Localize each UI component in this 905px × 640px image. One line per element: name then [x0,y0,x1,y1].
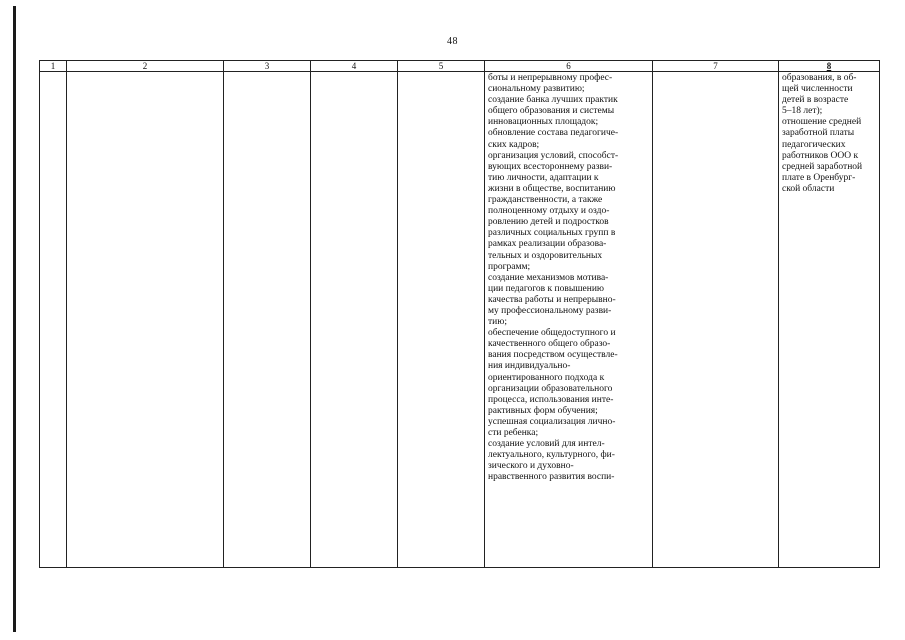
text-line: ния индивидуально- [488,361,571,372]
cell-col-6 [485,72,653,568]
cell-col-2 [67,72,224,568]
text-line: создание банка лучших практик [488,95,618,106]
text-line: общего образования и системы [488,106,615,117]
text-line: ской области [782,183,835,194]
table-row [40,72,880,568]
text-line: полноценному отдыху и оздо- [488,206,610,217]
text-line: заработной платы [782,128,855,139]
text-line: зического и духовно- [488,461,574,472]
text-line: обеспечение общедоступного и [488,328,616,339]
text-line: отношение средней [782,117,862,128]
text-line: организация условий, способст- [488,150,619,161]
column-header-5: 5 [398,61,485,72]
text-line: программ; [488,261,531,272]
text-line: жизни в обществе, воспитанию [488,183,616,194]
column-header-1: 1 [40,61,67,72]
program-table [39,60,880,568]
text-line: работников ООО к [782,150,859,161]
text-line: лектуального, культурного, фи- [488,450,615,461]
column-header-2: 2 [67,61,224,72]
text-line: плате в Оренбург- [782,172,856,183]
column-header-6: 6 [485,61,653,72]
text-line: му профессиональному разви- [488,305,612,316]
text-line: создание механизмов мотива- [488,272,609,283]
page-number: 48 [447,36,458,47]
binding-edge-line [13,6,16,632]
column-header-7: 7 [653,61,779,72]
column-header-3: 3 [224,61,311,72]
text-line: нравственного развития воспи- [488,472,615,483]
text-line: сиональному развитию; [488,84,585,95]
text-line: обновление состава педагогиче- [488,128,619,139]
cell-col-1 [40,72,67,568]
text-line: вующих всестороннему разви- [488,161,613,172]
text-line: тию; [488,317,507,328]
text-line: 5–18 лет); [782,106,823,117]
cell-col-8 [779,72,880,568]
text-line: ских кадров; [488,139,540,150]
text-line: различных социальных групп в [488,228,616,239]
cell-col-4 [311,72,398,568]
header-row [40,61,880,72]
indicators-text [779,72,879,195]
text-line: качественного общего образо- [488,339,611,350]
text-line: тельных и оздоровительных [488,250,603,261]
text-line: средней заработной [782,161,863,172]
text-line: вания посредством осуществле- [488,350,618,361]
text-line: гражданственности, а также [488,195,603,206]
text-line: щей численности [782,84,853,95]
text-line: успешная социализация лично- [488,416,616,427]
text-line: детей в возрасте [782,95,849,106]
tasks-text [485,72,652,483]
text-line: организации образовательного [488,383,613,394]
text-line: сти ребенка; [488,428,539,438]
text-line: боты и непрерывному профес- [488,73,613,83]
text-line: качества работы и непрерывно- [488,294,616,305]
text-line: рактивных форм обучения; [488,405,598,416]
column-header-8: 8 [779,61,880,72]
text-line: ровлению детей и подростков [488,217,609,228]
text-line: инновационных площадок; [488,117,599,128]
text-line: рамках реализации образова- [488,239,607,250]
text-line: процесса, использования инте- [488,394,614,405]
text-line: ции педагогов к повышению [488,283,605,294]
text-line: тию личности, адаптации к [488,172,599,183]
text-line: образования, в об- [782,73,857,83]
text-line: ориентированного подхода к [488,372,605,383]
cell-col-5 [398,72,485,568]
text-line: создание условий для интел- [488,439,605,450]
cell-col-3 [224,72,311,568]
column-header-4: 4 [311,61,398,72]
text-line: педагогических [782,139,846,150]
cell-col-7 [653,72,779,568]
